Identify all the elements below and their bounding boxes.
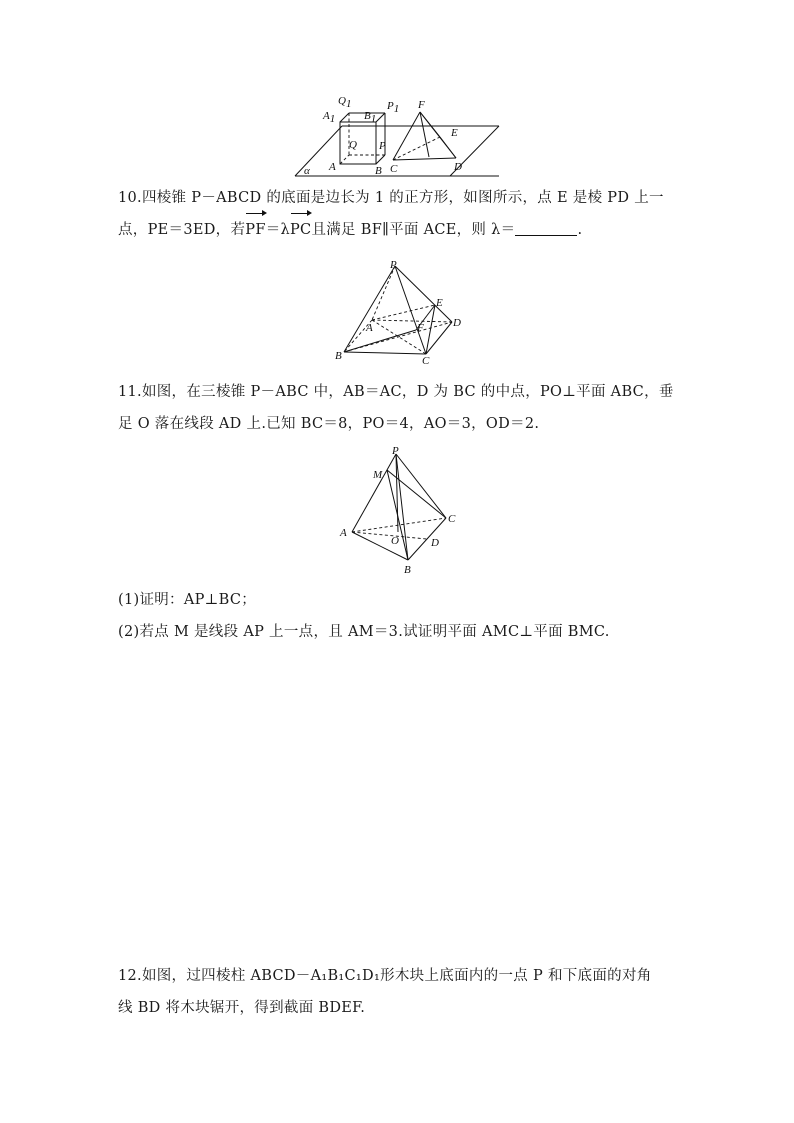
label-d: D <box>453 317 461 329</box>
cube-front-face <box>340 122 376 164</box>
label-f: F <box>417 322 424 334</box>
edge-ec <box>426 305 435 354</box>
label-a: A <box>329 161 336 173</box>
tetra-edge-cd <box>393 158 456 160</box>
edge-pa <box>352 454 396 532</box>
hidden-bd <box>344 322 452 352</box>
hidden-ad <box>372 320 452 322</box>
edge-pd <box>395 266 452 322</box>
figure-q11-svg <box>336 444 466 578</box>
q10-line-1: 10.四棱锥 P－ABCD 的底面是边长为 1 的正方形，如图所示，点 E 是棱 PD 上一 <box>118 190 664 206</box>
label-b: B <box>375 165 382 177</box>
label-b: B <box>335 350 342 362</box>
label-p: P <box>390 259 397 271</box>
question-11-parts <box>118 584 678 648</box>
label-a: A <box>340 527 347 539</box>
q10-text-b: ＝λ <box>265 222 290 238</box>
q11-part-2: (2)若点 M 是线段 AP 上一点，且 AM＝3.试证明平面 AMC⊥平面 BMC. <box>118 624 610 640</box>
label-p: P <box>392 445 399 457</box>
question-10 <box>118 182 678 246</box>
cube-hidden-edge <box>340 155 349 164</box>
label-q1: Q1 <box>338 95 352 110</box>
edge-bc <box>408 518 446 560</box>
vector-pf: PF <box>245 214 265 246</box>
label-e: E <box>451 127 458 139</box>
cube-edge <box>340 113 349 122</box>
q10-text-end: . <box>577 222 583 238</box>
hidden-pa <box>372 266 395 320</box>
q10-text-c: 且满足 BF∥平面 ACE，则 λ＝ <box>311 222 516 238</box>
label-alpha: α <box>304 165 310 177</box>
tetra-hidden-ce <box>393 137 440 160</box>
edge-ab <box>352 532 408 560</box>
label-q: Q <box>349 139 357 151</box>
label-c: C <box>422 355 430 367</box>
label-e: E <box>436 297 443 309</box>
edge-bc <box>344 352 426 354</box>
tetra-edge-inner <box>420 112 429 157</box>
label-p1: P1 <box>387 100 400 115</box>
label-d: D <box>431 537 439 549</box>
label-d: D <box>454 161 462 173</box>
label-m: M <box>373 469 383 481</box>
label-o: O <box>391 535 399 547</box>
figure-q11 <box>336 444 466 578</box>
q11-line-1: 11.如图，在三棱锥 P－ABC 中，AB＝AC，D 为 BC 的中点，PO⊥平面 ABC，垂 <box>118 384 674 400</box>
tetra-edge-ed <box>440 137 456 158</box>
q11-line-2: 足 O 落在线段 AD 上.已知 BC＝8，PO＝4，AO＝3，OD＝2. <box>118 416 540 432</box>
label-a: A <box>366 322 373 334</box>
q12-line-1: 12.如图，过四棱柱 ABCD－A₁B₁C₁D₁形木块上底面内的一点 P 和下底面的对角 <box>118 968 652 984</box>
label-b: B <box>404 564 411 576</box>
q12-line-2: 线 BD 将木块锯开，得到截面 BDEF. <box>118 1000 366 1016</box>
vector-pc: PC <box>290 214 311 246</box>
figure-top-svg <box>290 92 510 180</box>
label-a1: A1 <box>323 110 336 125</box>
label-c: C <box>448 513 456 525</box>
cube-edge <box>376 155 385 164</box>
figure-q10-svg <box>330 256 470 368</box>
edge-pc <box>396 454 446 518</box>
edge-mc <box>387 470 446 518</box>
edge-cd <box>426 322 452 354</box>
q11-part-1: (1)证明：AP⊥BC； <box>118 592 257 608</box>
label-p: P <box>379 140 386 152</box>
cube-edge <box>376 113 385 122</box>
label-f: F <box>418 99 425 111</box>
figure-top <box>290 92 510 180</box>
tetra-edge-fc <box>393 112 420 160</box>
edge-pc <box>395 266 426 354</box>
question-11 <box>118 376 678 440</box>
label-c: C <box>390 163 398 175</box>
figure-q10 <box>330 256 470 368</box>
label-b1: B1 <box>364 110 377 125</box>
q10-line-2 <box>118 214 678 246</box>
answer-blank[interactable] <box>515 221 577 236</box>
q10-text-a: 点，PE＝3ED，若 <box>118 222 246 238</box>
question-12 <box>118 960 678 1024</box>
